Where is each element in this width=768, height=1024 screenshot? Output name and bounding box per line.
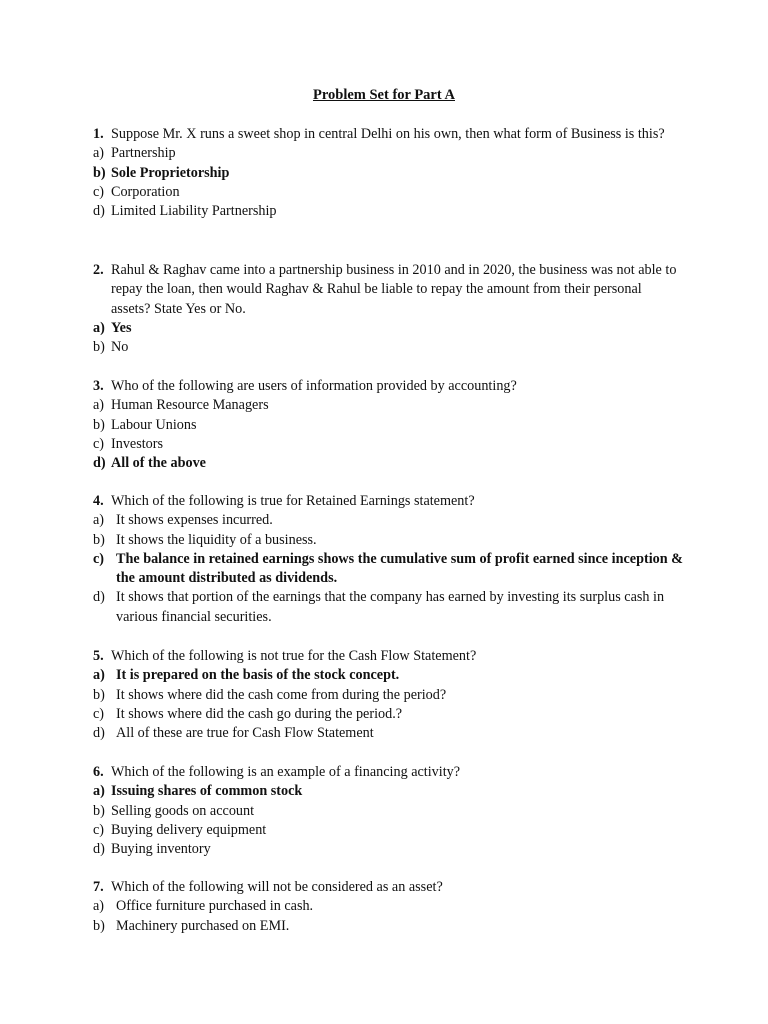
option-text: Limited Liability Partnership (111, 203, 277, 220)
option (93, 897, 683, 916)
option-label: a) (93, 512, 105, 529)
question-number: 3. (93, 378, 104, 394)
option-label: c) (93, 183, 105, 200)
option (93, 705, 683, 724)
option-label: b) (93, 917, 105, 934)
question-number: 6. (93, 764, 104, 780)
question-stem (93, 878, 683, 897)
option-text: Sole Proprietorship (111, 164, 230, 181)
option-text: The balance in retained earnings shows the cumulative sum of profit earned since inception & the amount distributed as dividends. (116, 550, 683, 587)
question-number: 1. (93, 126, 104, 142)
question-number: 7. (93, 879, 104, 895)
question-2 (93, 261, 683, 357)
option-label: a) (93, 783, 105, 800)
option-label: b) (93, 339, 105, 356)
option-label: d) (93, 455, 106, 472)
option-text: Buying inventory (111, 841, 211, 858)
option (93, 531, 683, 550)
option (93, 511, 683, 530)
option-label: d) (93, 725, 105, 742)
question-stem (93, 377, 683, 396)
option (93, 588, 683, 627)
question-6 (93, 763, 683, 859)
option-correct (93, 550, 683, 589)
question-stem (93, 261, 683, 319)
question-text: Which of the following will not be considered as an asset? (111, 879, 443, 895)
option-label: d) (93, 589, 105, 606)
option (93, 338, 683, 357)
option-label: b) (93, 802, 105, 819)
option-correct (93, 666, 683, 685)
question-text: Suppose Mr. X runs a sweet shop in central Delhi on his own, then what form of Business is this? (111, 126, 665, 142)
option-text: Buying delivery equipment (111, 821, 267, 838)
question-stem (93, 647, 683, 666)
option-text: It shows that portion of the earnings that the company has earned by investing its surplus cash in various financial securities. (116, 589, 665, 625)
question-stem (93, 492, 683, 511)
option-label: a) (93, 667, 105, 684)
option (93, 802, 683, 821)
question-3 (93, 377, 683, 473)
option-text: It shows the liquidity of a business. (116, 531, 317, 548)
option-label: c) (93, 821, 105, 838)
question-stem (93, 125, 683, 144)
option-text: Selling goods on account (111, 802, 255, 819)
question-text: Which of the following is an example of a financing activity? (111, 764, 461, 780)
option-label: a) (93, 898, 105, 915)
option-text: No (111, 339, 129, 356)
question-1 (93, 125, 683, 221)
question-text: Who of the following are users of information provided by accounting? (111, 378, 517, 394)
option-text: All of these are true for Cash Flow Statement (116, 725, 374, 742)
option (93, 821, 683, 840)
option-label: b) (93, 531, 105, 548)
option-label: a) (93, 397, 105, 414)
question-4 (93, 492, 683, 627)
option (93, 435, 683, 454)
option-text: Corporation (111, 183, 180, 200)
page-title: Problem Set for Part A (312, 87, 455, 103)
option-label: b) (93, 164, 106, 181)
option-text: It shows where did the cash come from during the period? (116, 686, 447, 703)
option (93, 917, 683, 936)
option-correct (93, 782, 683, 801)
option-text: It is prepared on the basis of the stock concept. (116, 667, 400, 684)
option-text: Labour Unions (111, 416, 197, 433)
option (93, 840, 683, 859)
option-text: Yes (111, 319, 132, 336)
question-5 (93, 647, 683, 743)
option-label: d) (93, 841, 105, 858)
question-text: Which of the following is true for Retained Earnings statement? (111, 493, 475, 509)
option-text: It shows expenses incurred. (116, 512, 273, 529)
question-number: 4. (93, 493, 104, 509)
option-label: a) (93, 319, 105, 336)
option (93, 416, 683, 435)
option-label: d) (93, 203, 105, 220)
option (93, 724, 683, 743)
option-text: Investors (111, 435, 164, 452)
option-label: b) (93, 416, 105, 433)
option-correct (93, 454, 683, 473)
option (93, 686, 683, 705)
question-number: 5. (93, 648, 104, 664)
option (93, 144, 683, 163)
option-text: All of the above (111, 455, 206, 472)
option-correct (93, 164, 683, 183)
question-7 (93, 878, 683, 936)
option-correct (93, 319, 683, 338)
option-label: b) (93, 686, 105, 703)
option (93, 396, 683, 415)
question-stem (93, 763, 683, 782)
option (93, 202, 683, 221)
option-text: Issuing shares of common stock (111, 783, 303, 800)
option-text: Machinery purchased on EMI. (116, 917, 290, 934)
question-text: Rahul & Raghav came into a partnership business in 2010 and in 2020, the business was not able to repay the loan, then would Raghav & Rahul be liable to repay the amount from their personal assets? State Yes or No. (111, 262, 677, 317)
option-text: Partnership (111, 145, 176, 162)
option-label: a) (93, 145, 105, 162)
option-label: c) (93, 435, 105, 452)
option (93, 183, 683, 202)
question-number: 2. (93, 262, 104, 278)
option-label: c) (93, 705, 105, 722)
option-text: Human Resource Managers (111, 397, 269, 414)
question-text: Which of the following is not true for the Cash Flow Statement? (111, 648, 477, 664)
option-text: Office furniture purchased in cash. (116, 898, 314, 915)
option-label: c) (93, 550, 105, 567)
option-text: It shows where did the cash go during the period.? (116, 705, 403, 722)
